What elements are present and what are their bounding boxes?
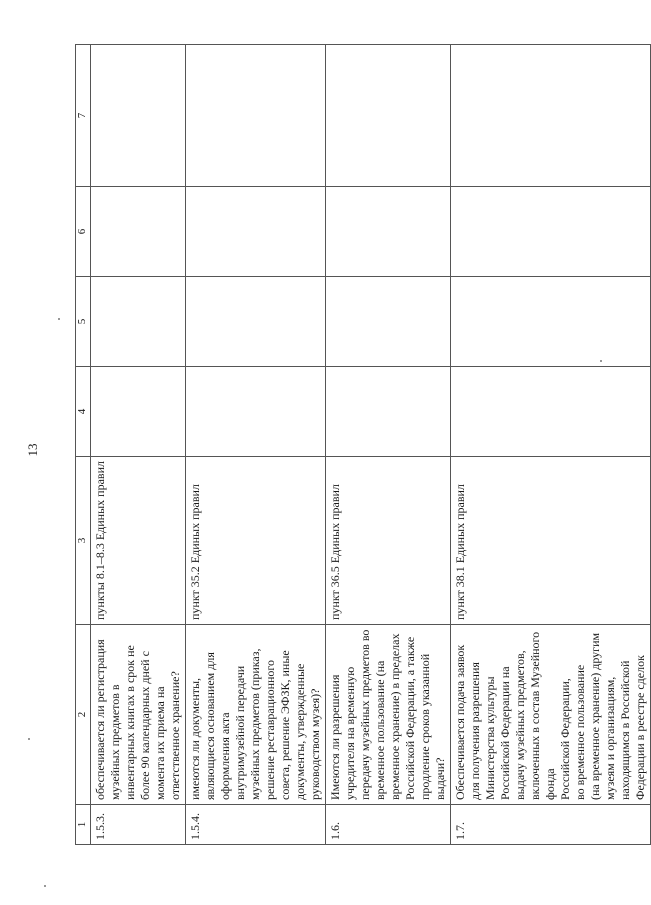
header-cell: 7 (76, 45, 91, 187)
table-header-row (76, 45, 91, 845)
empty-cell (186, 45, 326, 187)
page-number: 13 (25, 443, 40, 457)
empty-cell (451, 367, 651, 457)
empty-cell (91, 45, 186, 187)
scan-speck (58, 318, 60, 320)
header-cell: 3 (76, 457, 91, 625)
table-row (451, 45, 651, 845)
item-number: 1.5.4. (186, 805, 326, 845)
table-row (326, 45, 451, 845)
item-question: Имеются ли разрешения учредителя на временную передачу музейных предметов во временное пользование (на временное хранение) в пределах Российской Федерации, а также продление сроков указанной выдачи? (326, 625, 451, 805)
table-row (186, 45, 326, 845)
item-question: имеются ли документы, являющиеся основанием для оформления акта внутримузейной передачи музейных предметов (приказ, решение реставрационного совета, решение ЭФЗК, иные документы, утвержденные руководством музея)? (186, 625, 326, 805)
empty-cell (186, 367, 326, 457)
empty-cell (91, 367, 186, 457)
item-number: 1.5.3. (91, 805, 186, 845)
empty-cell (186, 277, 326, 367)
inspection-table (75, 44, 651, 845)
item-reference: пункт 35.2 Единых правил (186, 457, 326, 625)
item-reference: пункт 36.5 Единых правил (326, 457, 451, 625)
empty-cell (186, 187, 326, 277)
header-cell: 4 (76, 367, 91, 457)
empty-cell (326, 367, 451, 457)
empty-cell (91, 277, 186, 367)
header-cell: 2 (76, 625, 91, 805)
header-cell: 1 (76, 805, 91, 845)
item-reference: пункт 38.1 Единых правил (451, 457, 651, 625)
scan-speck (28, 738, 30, 740)
empty-cell (451, 45, 651, 187)
empty-cell (326, 45, 451, 187)
scan-speck (600, 360, 602, 362)
table-row (91, 45, 186, 845)
rotated-table-wrapper (75, 45, 647, 845)
header-cell: 6 (76, 187, 91, 277)
scan-speck (44, 885, 46, 887)
item-number: 1.7. (451, 805, 651, 845)
empty-cell (451, 277, 651, 367)
header-cell: 5 (76, 277, 91, 367)
empty-cell (326, 187, 451, 277)
item-number: 1.6. (326, 805, 451, 845)
item-question: Обеспечивается подача заявок для получения разрешения Министерства культуры Российской Федерации на выдачу музейных предметов, включенных в состав Музейного фонда Российской Федерации, во временное пользование (на временное хранение) другим музеям и организациям, находящимся в Российской Федерации в реестре сделок (451, 625, 651, 805)
empty-cell (91, 187, 186, 277)
item-reference: пункты 8.1–8.3 Единых правил (91, 457, 186, 625)
empty-cell (451, 187, 651, 277)
empty-cell (326, 277, 451, 367)
item-question: обеспечивается ли регистрация музейных предметов в инвентарных книгах в срок не более 90 календарных дней с момента их приема на ответственное хранение? (91, 625, 186, 805)
